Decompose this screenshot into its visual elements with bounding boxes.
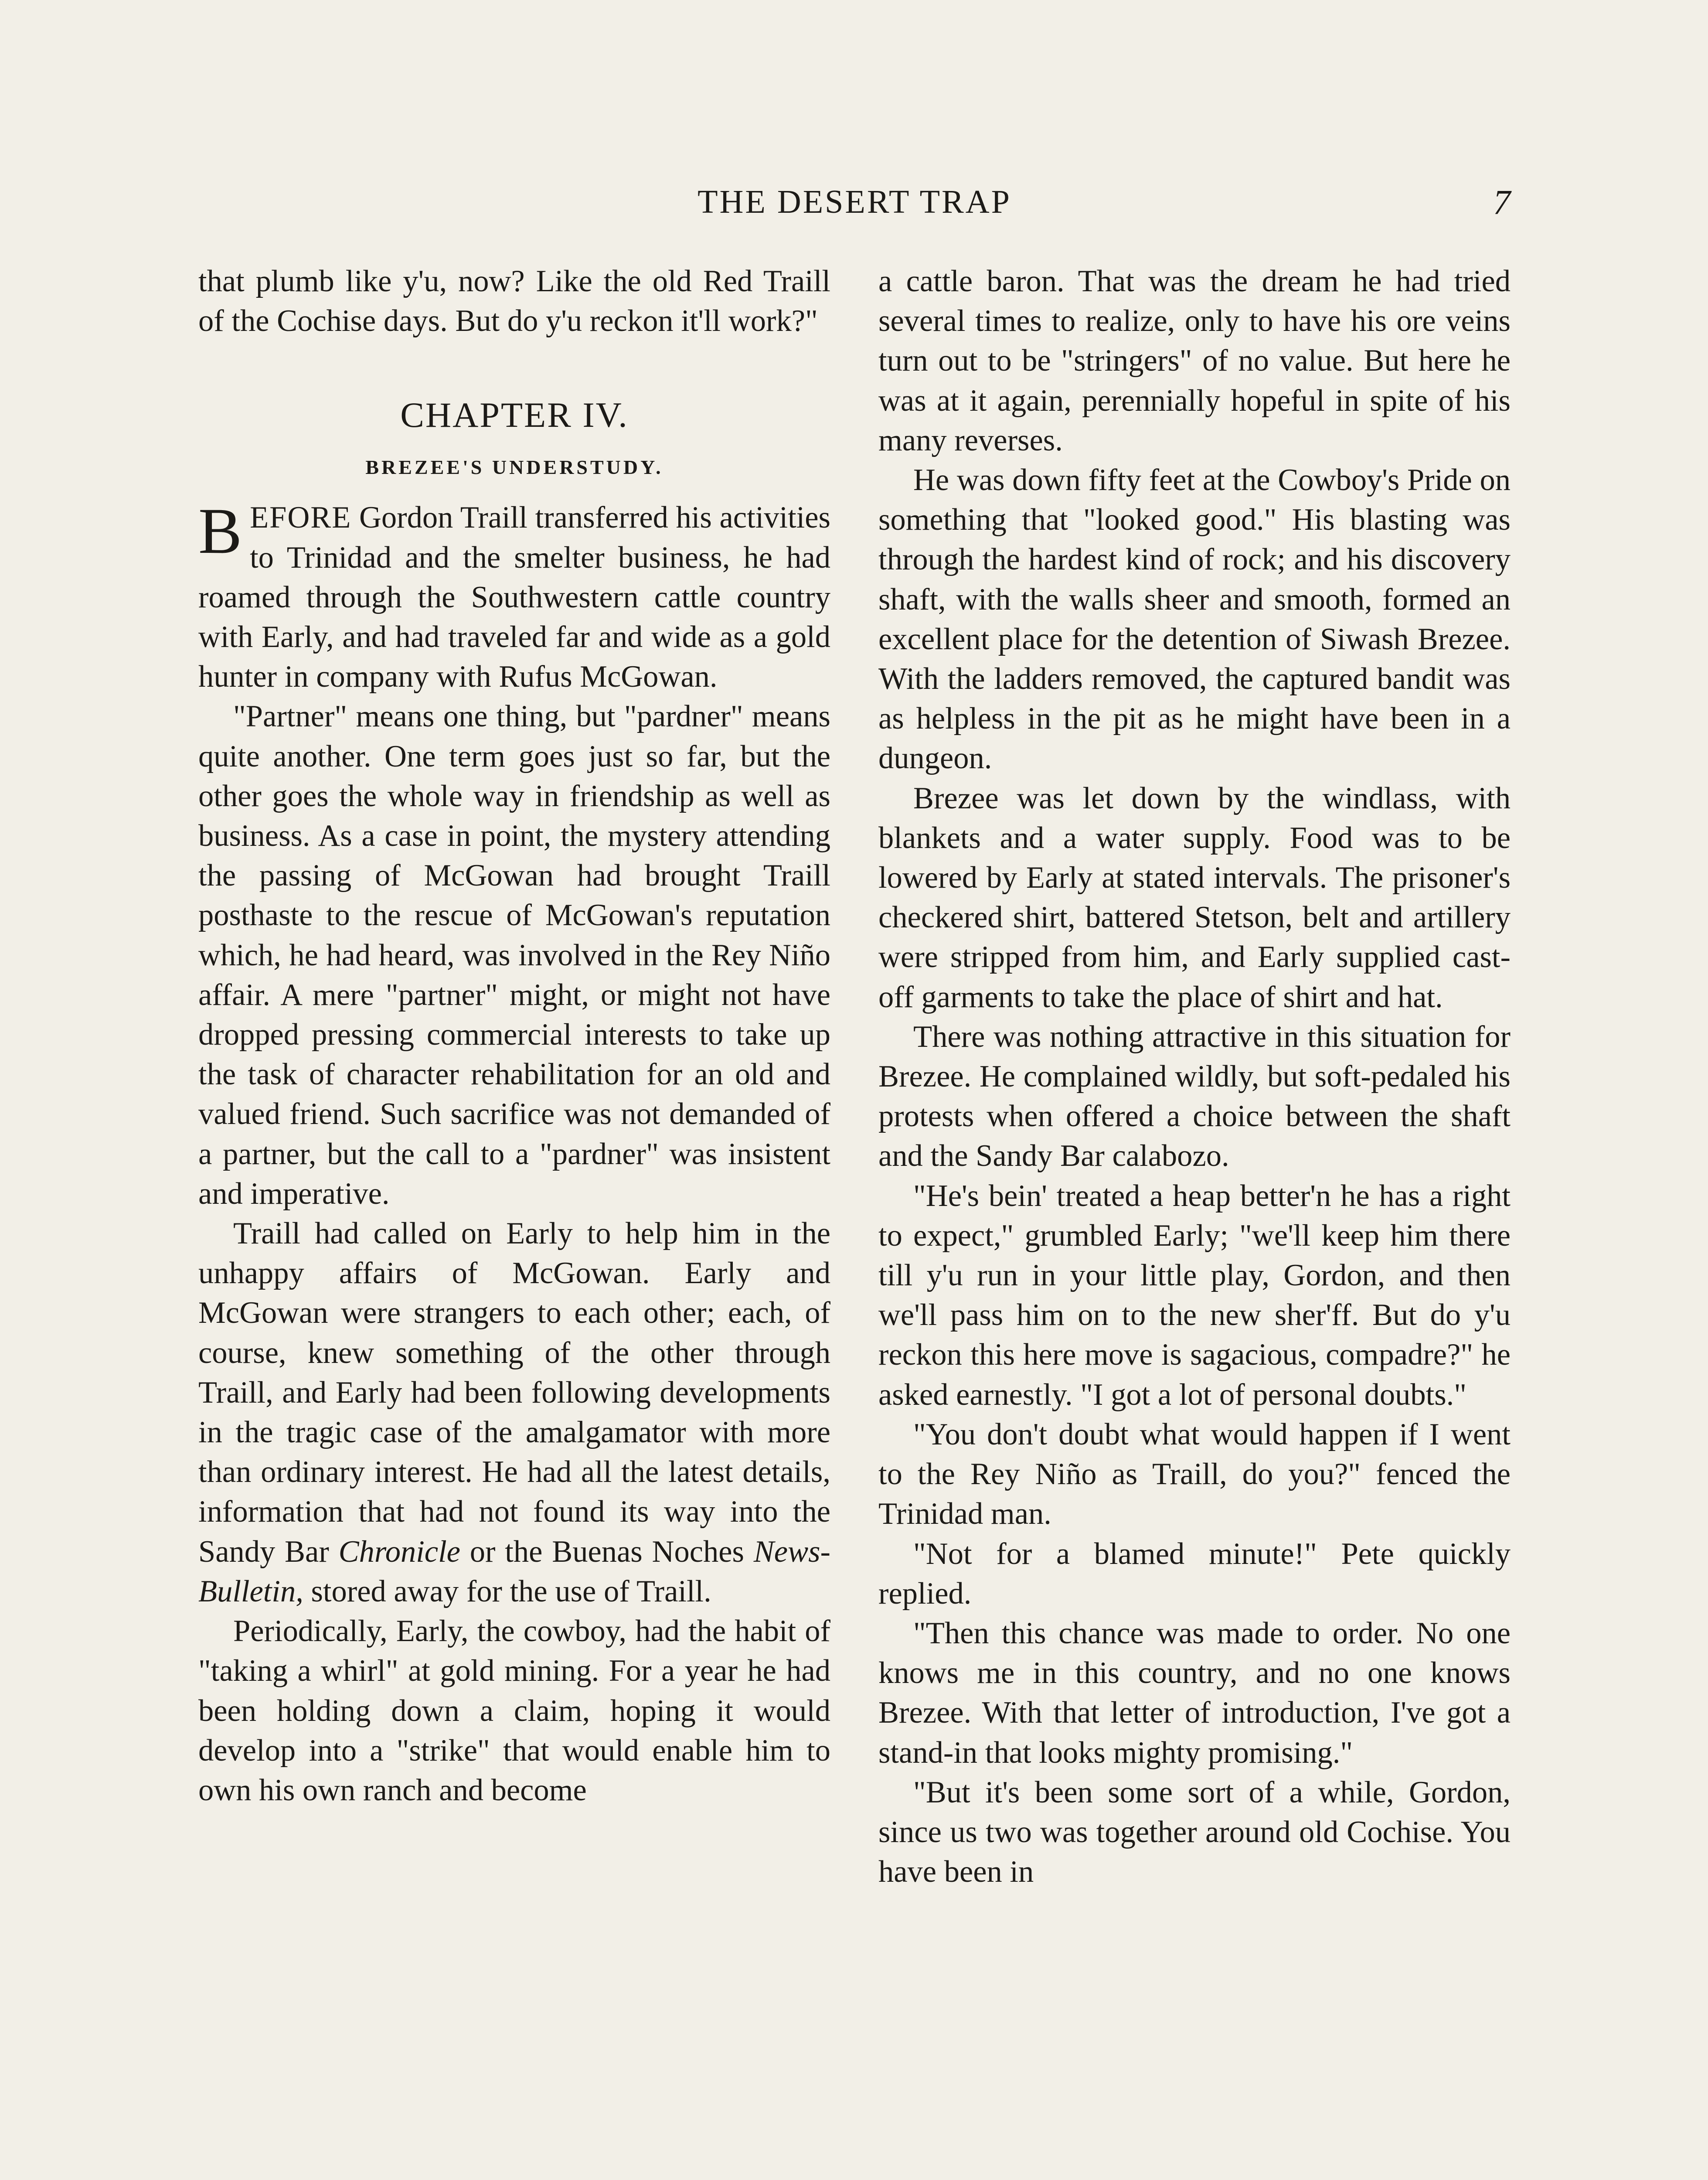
- paragraph: Periodically, Early, the cowboy, had the habit of "taking a whirl" at gold mining. For a year he had been holding down a claim, hoping it would develop into a "strike" that would enable him to own his own ranch and become: [198, 1614, 830, 1807]
- left-column: [198, 262, 830, 1810]
- opening-text: Gordon Traill transferred his activities to Trinidad and the smelter business, he had roamed through the Southwestern cattle country with Early, and had traveled far and wide as a gold hunter in company with Rufus McGowan.: [198, 501, 830, 694]
- running-head: [198, 183, 1511, 231]
- page-number: 7: [1493, 184, 1511, 222]
- chapter-subtitle: BREZEE'S UNDERSTUDY.: [365, 456, 663, 479]
- opening-paragraph: [198, 495, 830, 697]
- paragraph: Brezee was let down by the windlass, with blankets and a water supply. Food was to be lowered by Early at stated intervals. The prisoner's checkered shirt, battered Stetson, belt and artillery were stripped from him, and Early supplied cast-off garments to take the place of shirt and hat.: [878, 781, 1511, 1014]
- paragraph: "He's bein' treated a heap better'n he has a right to expect," grumbled Early; "we'll keep him there till y'u run in your little play, Gordon, and then we'll pass him on to the new sher'ff. But do y'u reckon this here move is sagacious, compadre?" he asked earnestly. "I got a lot of personal doubts.": [878, 1179, 1511, 1412]
- paragraph: There was nothing attractive in this situation for Brezee. He complained wildly, but soft-pedaled his protests when offered a choice between the shaft and the Sandy Bar calabozo.: [878, 1019, 1511, 1173]
- opening-caps: EFORE: [250, 501, 352, 535]
- paragraph-text: stored away for the use of Traill.: [303, 1574, 711, 1608]
- paragraph: "But it's been some sort of a while, Gordon, since us two was together around old Cochise. You have been in: [878, 1775, 1511, 1889]
- running-title: THE DESERT TRAP: [697, 184, 1011, 220]
- drop-cap: B: [198, 495, 242, 568]
- paragraph-text: Traill had called on Early to help him in the unhappy affairs of McGowan. Early and McGowan were strangers to each other; each, of course, knew something of the other through Traill, and Early had been following developments in the tragic case of the amalgamator with more than ordinary interest. He had all the latest details, information that had not found its way into the Sandy Bar: [198, 1216, 830, 1569]
- newspaper-title: News-Bulletin,: [198, 1534, 831, 1608]
- chapter-heading: CHAPTER IV.: [400, 395, 629, 435]
- paragraph: "Partner" means one thing, but "pardner" means quite another. One term goes just so far, but the other goes the whole way in friendship as well as business. As a case in point, the mystery attending the passing of McGowan had brought Traill posthaste to the rescue of McGowan's reputation which, he had heard, was involved in the Rey Niño affair. A mere "partner" might, or might not have dropped pressing commercial interests to take up the task of character rehabilitation for an old and valued friend. Such sacrifice was not demanded of a partner, but the call to a "pardner" was insistent and imperative.: [198, 699, 830, 1211]
- paragraph: "Not for a blamed minute!" Pete quickly replied.: [878, 1536, 1511, 1611]
- paragraph-text: or the Buenas Noches: [460, 1534, 754, 1569]
- newspaper-title: Chronicle: [338, 1534, 460, 1569]
- paragraph: that plumb like y'u, now? Like the old Red Traill of the Cochise days. But do y'u reckon it'll work?": [198, 264, 830, 338]
- paragraph: a cattle baron. That was the dream he had tried several times to realize, only to have his ore veins turn out to be "stringers" of no value. But here he was at it again, perennially hopeful in spite of his many reverses.: [878, 264, 1511, 457]
- paragraph: He was down fifty feet at the Cowboy's Pride on something that "looked good." His blasting was through the hardest kind of rock; and his discovery shaft, with the walls sheer and smooth, formed an excellent place for the detention of Siwash Brezee. With the ladders removed, the captured bandit was as helpless in the pit as he might have been in a dungeon.: [878, 463, 1511, 776]
- paragraph: "Then this chance was made to order. No one knows me in this country, and no one knows Brezee. With that letter of introduction, I've got a stand-in that looks mighty promising.": [878, 1616, 1511, 1770]
- paragraph: [198, 1214, 830, 1611]
- paragraph: "You don't doubt what would happen if I went to the Rey Niño as Traill, do you?" fenced the Trinidad man.: [878, 1417, 1511, 1531]
- right-column: [878, 262, 1511, 1892]
